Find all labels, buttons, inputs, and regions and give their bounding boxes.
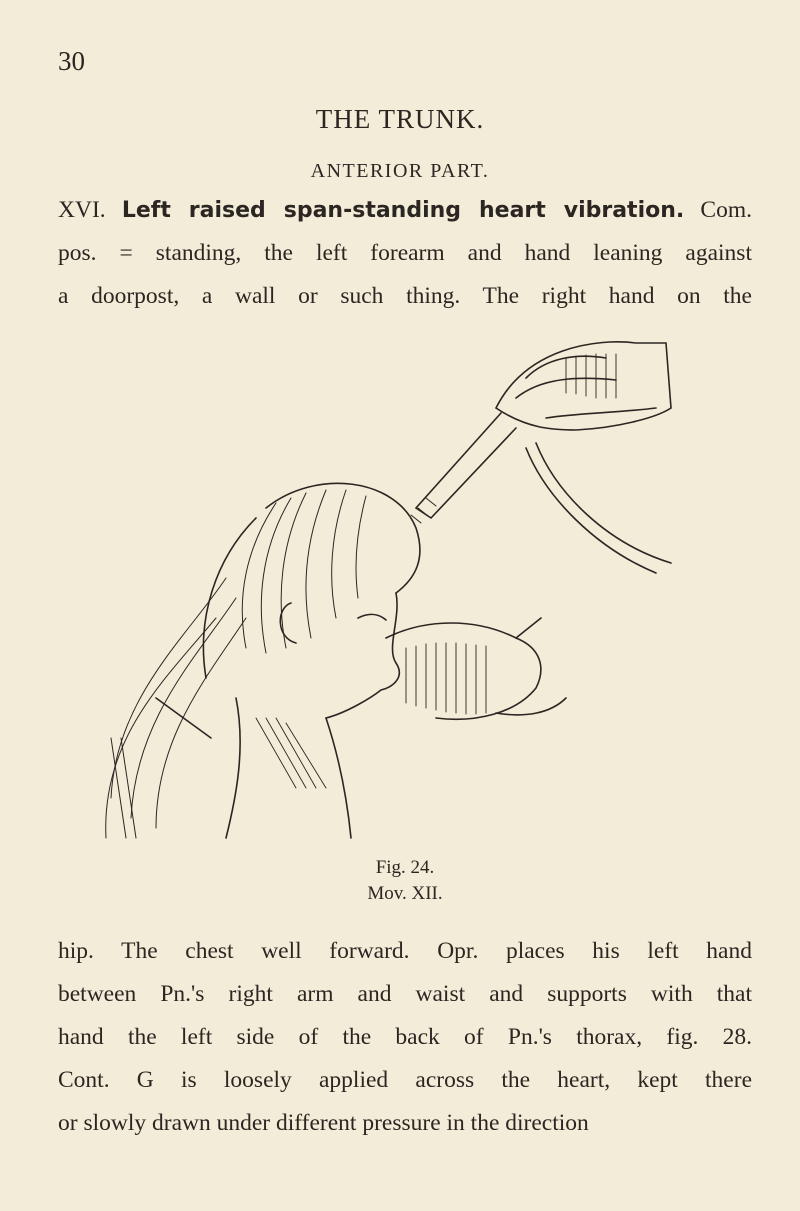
running-title: THE TRUNK. <box>315 104 485 134</box>
paragraph-2-line-5: or slowly drawn under different pressure in the direction <box>58 1110 589 1136</box>
figure-caption <box>0 855 800 907</box>
exercise-title: Left raised span-standing heart vibration. <box>121 198 685 223</box>
vibrator-cord <box>526 448 656 573</box>
paragraph-2-line-3: hand the left side of the back of Pn.'s thorax, fig. 28. <box>58 1024 752 1050</box>
illustration-figure <box>96 318 696 858</box>
figure-label: Fig. 24. <box>375 857 435 878</box>
hand-outline <box>496 342 671 430</box>
eye-outline <box>358 614 386 620</box>
exercise-number: XVI. <box>58 197 106 223</box>
figure-movement: Mov. XII. <box>367 883 443 904</box>
paragraph-1-line-1 <box>58 189 752 232</box>
face-profile <box>326 593 399 718</box>
paragraph-1 <box>58 189 752 318</box>
page-number: 30 <box>58 46 85 76</box>
paragraph-2 <box>58 930 752 1145</box>
section-heading: ANTERIOR PART. <box>310 160 490 182</box>
neck-outline <box>226 698 240 838</box>
paragraph-2-line-4: Cont. G is loosely applied across the heart, kept there <box>58 1067 752 1093</box>
paragraph-1-line-3: a doorpost, a wall or such thing. The right hand on the <box>58 283 752 309</box>
paragraph-1-line-2: pos. = standing, the left forearm and hand leaning against <box>58 240 752 266</box>
paragraph-1-line-1-rest: Com. <box>700 197 753 223</box>
paragraph-2-line-2: between Pn.'s right arm and waist and supports with that <box>58 981 752 1007</box>
paragraph-2-line-1: hip. The chest well forward. Opr. places his left hand <box>58 938 752 964</box>
